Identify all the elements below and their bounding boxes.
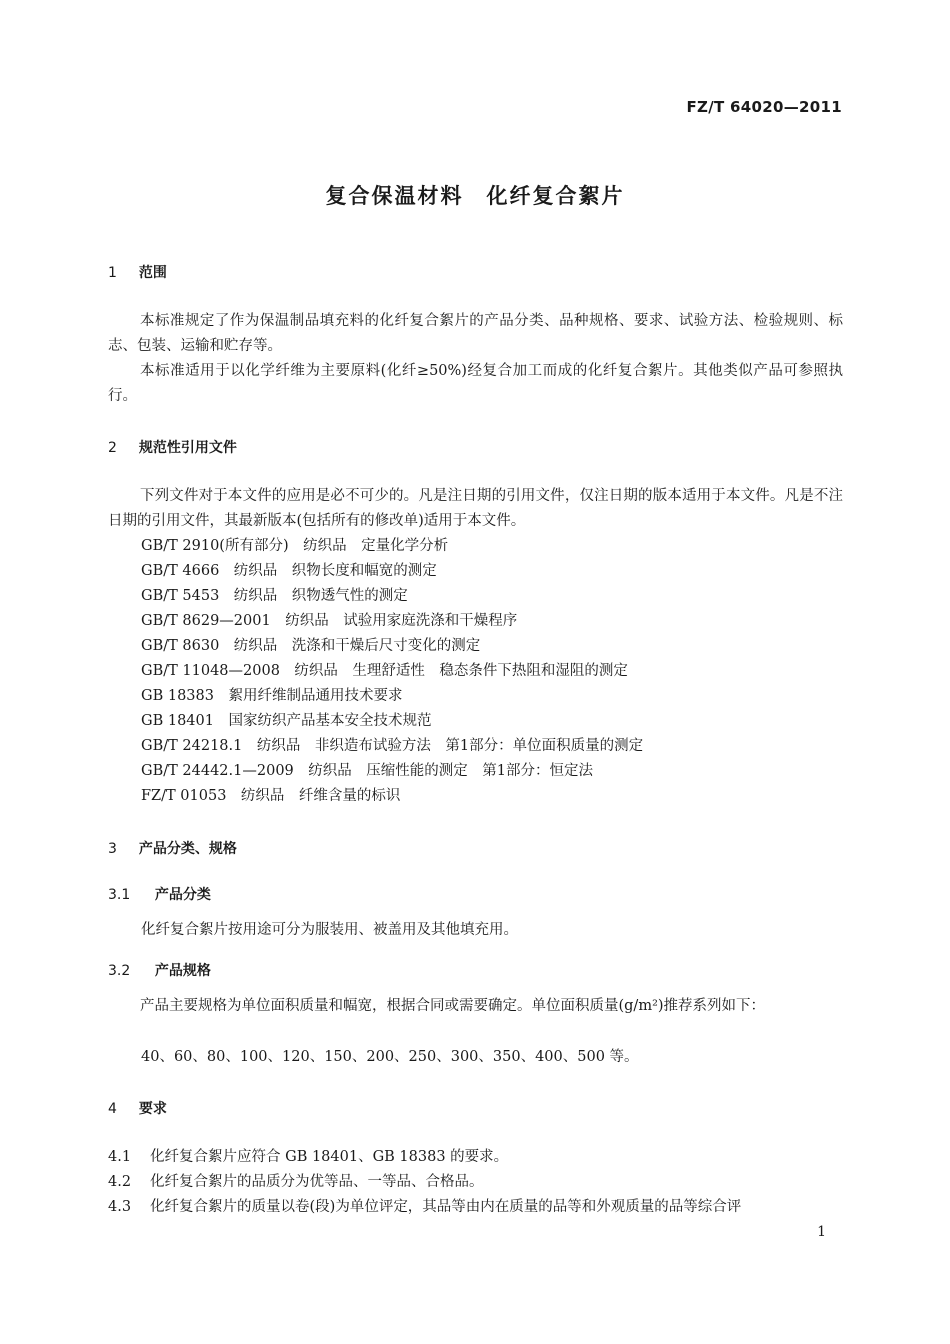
document-code: FZ/T 64020—2011 (686, 98, 842, 116)
section-title: 要求 (138, 1101, 167, 1117)
paragraph: 下列文件对于本文件的应用是必不可少的。凡是注日期的引用文件，仅注日期的版本适用于本文件。凡是不注日期的引用文件，其最新版本(包括所有的修改单)适用于本文件。 (108, 488, 843, 529)
paragraph: 本标准规定了作为保温制品填充料的化纤复合絮片的产品分类、品种规格、要求、试验方法、检验规则、标志、包装、运输和贮存等。 (108, 313, 843, 354)
reference-item: GB 18401 国家纺织产品基本安全技术规范 (141, 713, 432, 729)
reference-list (141, 534, 643, 809)
weight-series: 40、60、80、100、120、150、200、250、300、350、400、500 等。 (141, 1049, 639, 1065)
section-number: 3.1 (108, 887, 131, 903)
reference-item: GB/T 5453 纺织品 织物透气性的测定 (141, 588, 408, 604)
requirement-number: 4.2 (108, 1174, 132, 1190)
section-4-heading (108, 1098, 167, 1118)
reference-item: GB/T 11048—2008 纺织品 生理舒适性 稳态条件下热阻和湿阻的测定 (141, 663, 628, 679)
section-number: 2 (108, 440, 117, 456)
section-title: 产品分类 (154, 887, 211, 903)
paragraph: 化纤复合絮片按用途可分为服装用、被盖用及其他填充用。 (141, 922, 518, 938)
section-3-2-heading (108, 960, 211, 980)
section-number: 3.2 (108, 963, 131, 979)
requirement-text: 化纤复合絮片的品质分为优等品、一等品、合格品。 (150, 1174, 484, 1190)
section-title: 规范性引用文件 (138, 440, 237, 456)
reference-item: GB/T 2910(所有部分) 纺织品 定量化学分析 (141, 538, 449, 554)
reference-item: GB/T 4666 纺织品 织物长度和幅宽的测定 (141, 563, 437, 579)
section-title: 产品规格 (154, 963, 211, 979)
requirement-item (108, 1195, 843, 1220)
reference-item: FZ/T 01053 纺织品 纤维含量的标识 (141, 788, 401, 804)
requirement-item (108, 1170, 843, 1195)
section-3-heading (108, 838, 237, 858)
paragraph: 本标准适用于以化学纤维为主要原料(化纤≥50%)经复合加工而成的化纤复合絮片。其他类似产品可参照执行。 (108, 363, 843, 404)
page-number: 1 (817, 1224, 826, 1240)
section-title: 产品分类、规格 (138, 841, 237, 857)
requirement-text: 化纤复合絮片的质量以卷(段)为单位评定，其品等由内在质量的品等和外观质量的品等综合评 (150, 1199, 742, 1215)
section-number: 1 (108, 265, 117, 281)
reference-item: GB/T 24442.1—2009 纺织品 压缩性能的测定 第1部分：恒定法 (141, 763, 593, 779)
document-title: 复合保温材料 化纤复合絮片 (325, 184, 625, 208)
section-number: 3 (108, 841, 117, 857)
section-1-heading (108, 262, 167, 282)
requirement-text: 化纤复合絮片应符合 GB 18401、GB 18383 的要求。 (150, 1149, 509, 1165)
requirement-item (108, 1145, 843, 1170)
reference-item: GB/T 24218.1 纺织品 非织造布试验方法 第1部分：单位面积质量的测定 (141, 738, 644, 754)
requirement-number: 4.3 (108, 1199, 132, 1215)
requirement-number: 4.1 (108, 1149, 132, 1165)
section-title: 范围 (138, 265, 167, 281)
reference-item: GB 18383 絮用纤维制品通用技术要求 (141, 688, 403, 704)
reference-item: GB/T 8630 纺织品 洗涤和干燥后尺寸变化的测定 (141, 638, 481, 654)
section-2-heading (108, 437, 237, 457)
reference-item: GB/T 8629—2001 纺织品 试验用家庭洗涤和干燥程序 (141, 613, 518, 629)
section-number: 4 (108, 1101, 117, 1117)
paragraph: 产品主要规格为单位面积质量和幅宽，根据合同或需要确定。单位面积质量(g/m²)推荐系列如下： (140, 998, 766, 1014)
section-3-1-heading (108, 884, 211, 904)
